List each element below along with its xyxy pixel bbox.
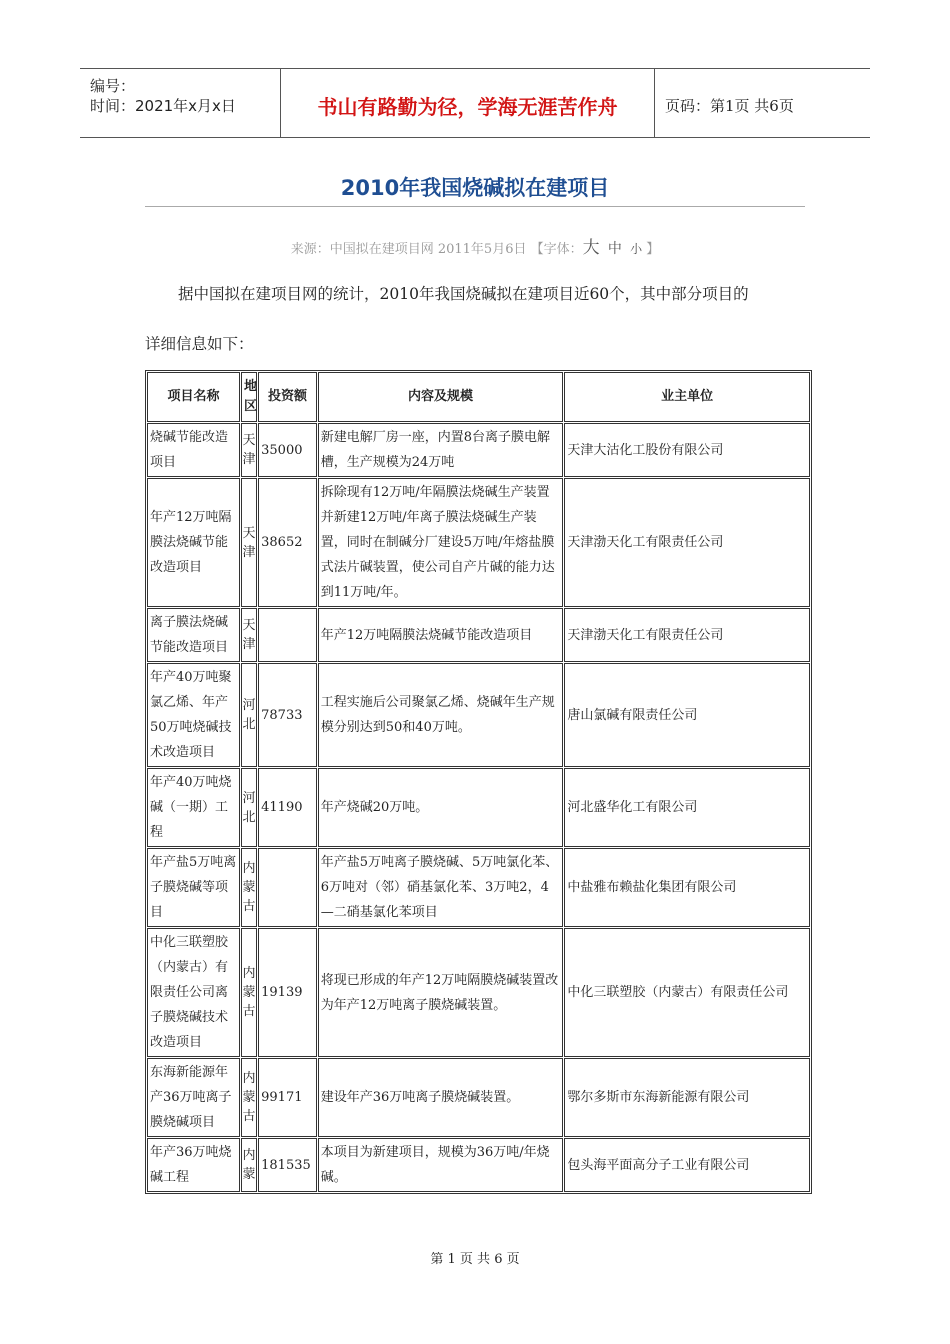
font-size-medium-link[interactable]: 中 bbox=[607, 241, 622, 257]
table-row bbox=[147, 423, 810, 477]
content-cell: 建设年产36万吨离子膜烧碱装置。 bbox=[318, 1058, 564, 1137]
project-name-cell: 东海新能源年产36万吨离子膜烧碱项目 bbox=[147, 1058, 240, 1137]
region-cell: 内蒙古 bbox=[241, 848, 257, 927]
investment-cell: 99171 bbox=[258, 1058, 317, 1137]
header-page-cell bbox=[655, 69, 870, 137]
column-header-owner: 业主单位 bbox=[564, 372, 810, 422]
article-meta bbox=[145, 233, 805, 258]
table-row bbox=[147, 1058, 810, 1137]
region-cell: 河北 bbox=[241, 663, 257, 767]
region-cell: 内蒙古 bbox=[241, 1058, 257, 1137]
table-row bbox=[147, 663, 810, 767]
content-cell: 年产烧碱20万吨。 bbox=[318, 768, 564, 847]
owner-cell: 天津渤天化工有限责任公司 bbox=[564, 608, 810, 662]
table-row bbox=[147, 1138, 810, 1192]
project-name-cell: 年产40万吨烧碱（一期）工程 bbox=[147, 768, 240, 847]
project-name-cell: 烧碱节能改造项目 bbox=[147, 423, 240, 477]
column-header-investment: 投资额 bbox=[258, 372, 317, 422]
header-motto: 书山有路勤为径，学海无涯苦作舟 bbox=[317, 95, 618, 119]
table-row bbox=[147, 608, 810, 662]
investment-cell: 41190 bbox=[258, 768, 317, 847]
investment-cell: 181535 bbox=[258, 1138, 317, 1192]
document-date-label: 时间：2021年x月x日 bbox=[90, 97, 236, 115]
owner-cell: 天津渤天化工有限责任公司 bbox=[564, 478, 810, 607]
owner-cell: 包头海平面高分子工业有限公司 bbox=[564, 1138, 810, 1192]
investment-cell bbox=[258, 608, 317, 662]
page-footer: 第 1 页 共 6 页 bbox=[430, 1252, 520, 1267]
content-cell: 新建电解厂房一座，内置8台离子膜电解槽，生产规模为24万吨 bbox=[318, 423, 564, 477]
table-row bbox=[147, 768, 810, 847]
table-row bbox=[147, 848, 810, 927]
projects-table bbox=[145, 370, 812, 1194]
owner-cell: 中化三联塑胶（内蒙古）有限责任公司 bbox=[564, 928, 810, 1057]
owner-cell: 鄂尔多斯市东海新能源有限公司 bbox=[564, 1058, 810, 1137]
table-row bbox=[147, 478, 810, 607]
column-header-region: 地区 bbox=[241, 372, 257, 422]
project-name-cell: 离子膜法烧碱节能改造项目 bbox=[147, 608, 240, 662]
owner-cell: 唐山氯碱有限责任公司 bbox=[564, 663, 810, 767]
column-header-name: 项目名称 bbox=[147, 372, 240, 422]
article-title: 2010年我国烧碱拟在建项目 bbox=[340, 176, 610, 200]
page-header bbox=[80, 68, 870, 138]
column-header-content: 内容及规模 bbox=[318, 372, 564, 422]
header-motto-cell bbox=[281, 69, 655, 137]
project-name-cell: 中化三联塑胶（内蒙古）有限责任公司离子膜烧碱技术改造项目 bbox=[147, 928, 240, 1057]
region-cell: 天津 bbox=[241, 478, 257, 607]
content-cell: 年产盐5万吨离子膜烧碱、5万吨氯化苯、6万吨对（邻）硝基氯化苯、3万吨2，4—二硝基氯化苯项目 bbox=[318, 848, 564, 927]
table-row bbox=[147, 928, 810, 1057]
font-size-small-link[interactable]: 小 bbox=[630, 242, 643, 256]
project-name-cell: 年产40万吨聚氯乙烯、年产50万吨烧碱技术改造项目 bbox=[147, 663, 240, 767]
investment-cell: 78733 bbox=[258, 663, 317, 767]
investment-cell: 35000 bbox=[258, 423, 317, 477]
owner-cell: 中盐雅布赖盐化集团有限公司 bbox=[564, 848, 810, 927]
header-info-cell bbox=[80, 69, 281, 137]
document-number-label: 编号： bbox=[90, 77, 136, 95]
article-source: 来源：中国拟在建项目网 2011年5月6日 【字体： bbox=[290, 242, 583, 257]
project-name-cell: 年产盐5万吨离子膜烧碱等项目 bbox=[147, 848, 240, 927]
investment-cell: 38652 bbox=[258, 478, 317, 607]
meta-bracket-close: 】 bbox=[642, 242, 660, 257]
region-cell: 河北 bbox=[241, 768, 257, 847]
region-cell: 天津 bbox=[241, 423, 257, 477]
table-header-row bbox=[147, 372, 810, 422]
content-cell: 本项目为新建项目，规模为36万吨/年烧碱。 bbox=[318, 1138, 564, 1192]
content-cell: 年产12万吨隔膜法烧碱节能改造项目 bbox=[318, 608, 564, 662]
region-cell: 内蒙古 bbox=[241, 928, 257, 1057]
intro-paragraph-line1: 据中国拟在建项目网的统计，2010年我国烧碱拟在建项目近60个，其中部分项目的 bbox=[178, 285, 749, 303]
region-cell: 天津 bbox=[241, 608, 257, 662]
investment-cell: 19139 bbox=[258, 928, 317, 1057]
title-divider bbox=[145, 206, 805, 207]
investment-cell bbox=[258, 848, 317, 927]
content-cell: 将现已形成的年产12万吨隔膜烧碱装置改为年产12万吨离子膜烧碱装置。 bbox=[318, 928, 564, 1057]
content-cell: 拆除现有12万吨/年隔膜法烧碱生产装置并新建12万吨/年离子膜法烧碱生产装置，同时在制碱分厂建设5万吨/年熔盐膜式法片碱装置，使公司自产片碱的能力达到11万吨/年。 bbox=[318, 478, 564, 607]
region-cell: 内蒙 bbox=[241, 1138, 257, 1192]
owner-cell: 天津大沽化工股份有限公司 bbox=[564, 423, 810, 477]
project-name-cell: 年产12万吨隔膜法烧碱节能改造项目 bbox=[147, 478, 240, 607]
header-page-label: 页码：第1页 共6页 bbox=[665, 97, 794, 115]
owner-cell: 河北盛华化工有限公司 bbox=[564, 768, 810, 847]
font-size-large-link[interactable]: 大 bbox=[582, 238, 600, 258]
content-cell: 工程实施后公司聚氯乙烯、烧碱年生产规模分别达到50和40万吨。 bbox=[318, 663, 564, 767]
project-name-cell: 年产36万吨烧碱工程 bbox=[147, 1138, 240, 1192]
intro-paragraph-line2: 详细信息如下： bbox=[145, 335, 254, 353]
